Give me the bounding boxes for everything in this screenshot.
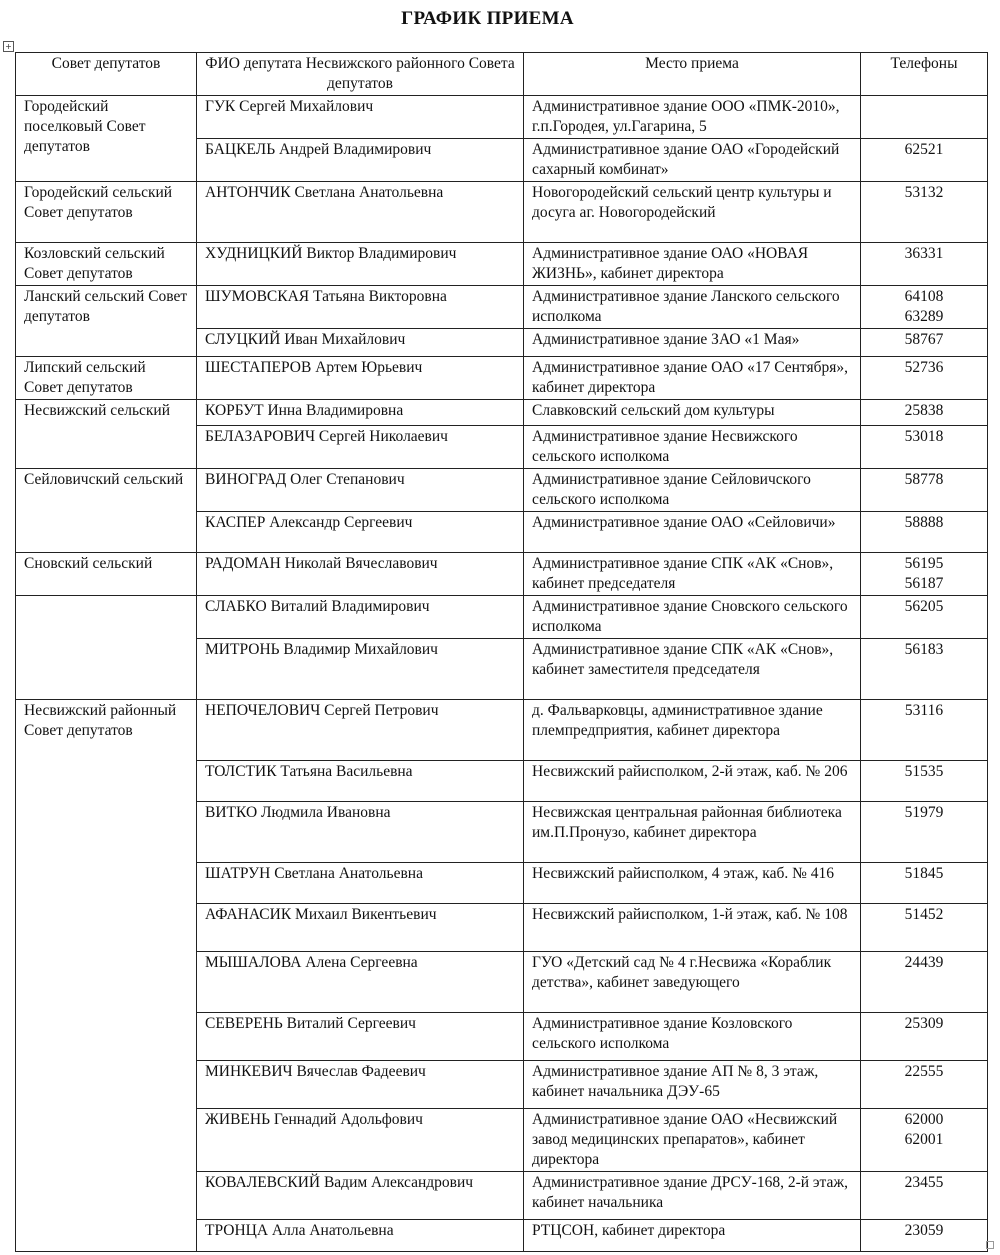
phone-cell [861, 1220, 988, 1252]
phone-cell [861, 357, 988, 400]
deputy-cell: КАСПЕР Александр Сергеевич [197, 512, 524, 553]
place-cell: Несвижский райисполком, 1-й этаж, каб. № 108 [524, 904, 861, 952]
table-row [16, 553, 988, 596]
council-cell: Ланский сельский Совет депутатов [16, 286, 197, 357]
phone-number: 53116 [904, 702, 944, 719]
phone-cell [861, 802, 988, 863]
phone-cell [861, 1109, 988, 1172]
table-row [16, 96, 988, 139]
council-cell: Городейский поселковый Совет депутатов [16, 96, 197, 182]
phone-cell [861, 863, 988, 904]
table-resize-handle-icon[interactable] [986, 1241, 994, 1249]
place-cell: Административное здание Сейловичского сельского исполкома [524, 469, 861, 512]
place-cell: Административное здание Козловского сельского исполкома [524, 1013, 861, 1061]
phone-cell [861, 904, 988, 952]
deputy-cell: НЕПОЧЕЛОВИЧ Сергей Петрович [197, 700, 524, 761]
phone-cell [861, 1013, 988, 1061]
phone-cell [861, 952, 988, 1013]
phone-number: 25309 [904, 1015, 944, 1032]
deputy-cell: РАДОМАН Николай Вячеславович [197, 553, 524, 596]
phone-number: 56205 [904, 598, 944, 615]
phone-number: 62521 [904, 141, 944, 158]
place-cell: Административное здание ЗАО «1 Мая» [524, 329, 861, 357]
header-place: Место приема [524, 53, 861, 96]
phone-cell [861, 700, 988, 761]
place-cell: Административное здание ООО «ПМК-2010», г.п.Городея, ул.Гагарина, 5 [524, 96, 861, 139]
phone-number: 24439 [904, 954, 944, 971]
deputy-cell: МЫШАЛОВА Алена Сергеевна [197, 952, 524, 1013]
phone-number: 22555 [904, 1063, 944, 1080]
phone-number: 56187 [904, 575, 944, 592]
place-cell: д. Фальварковцы, административное здание племпредприятия, кабинет директора [524, 700, 861, 761]
phone-number: 23455 [904, 1174, 944, 1191]
deputy-cell: ТРОНЦА Алла Анатольевна [197, 1220, 524, 1252]
schedule-table [15, 52, 988, 1252]
place-cell: Несвижская центральная районная библиотека им.П.Пронузо, кабинет директора [524, 802, 861, 863]
phone-cell [861, 182, 988, 243]
place-cell: Несвижский райисполком, 4 этаж, каб. № 416 [524, 863, 861, 904]
deputy-cell: ШУМОВСКАЯ Татьяна Викторовна [197, 286, 524, 329]
place-cell: Несвижский райисполком, 2-й этаж, каб. № 206 [524, 761, 861, 802]
phone-cell [861, 596, 988, 639]
deputy-cell: ВИТКО Людмила Ивановна [197, 802, 524, 863]
deputy-cell: СЕВЕРЕНЬ Виталий Сергеевич [197, 1013, 524, 1061]
phone-cell [861, 553, 988, 596]
phone-number: 58767 [904, 331, 944, 348]
table-row [16, 596, 988, 639]
phone-number: 58888 [904, 514, 944, 531]
deputy-cell: ЖИВЕНЬ Геннадий Адольфович [197, 1109, 524, 1172]
place-cell: Новогородейский сельский центр культуры и досуга аг. Новогородейский [524, 182, 861, 243]
council-cell: Сновский сельский [16, 553, 197, 596]
table-row [16, 243, 988, 286]
deputy-cell: ГУК Сергей Михайлович [197, 96, 524, 139]
phone-number: 25838 [904, 402, 944, 419]
phone-number: 51452 [904, 906, 944, 923]
place-cell: Административное здание ОАО «17 Сентября», кабинет директора [524, 357, 861, 400]
council-cell: Несвижский сельский [16, 400, 197, 469]
place-cell: Административное здание ОАО «НОВАЯ ЖИЗНЬ», кабинет директора [524, 243, 861, 286]
deputy-cell: ШАТРУН Светлана Анатольевна [197, 863, 524, 904]
place-cell: Административное здание АП № 8, 3 этаж, кабинет начальника ДЭУ-65 [524, 1061, 861, 1109]
table-row [16, 400, 988, 426]
phone-number: 51535 [904, 763, 944, 780]
phone-number: 36331 [904, 245, 944, 262]
deputy-cell: АФАНАСИК Михаил Викентьевич [197, 904, 524, 952]
table-row [16, 469, 988, 512]
phone-number: 58778 [904, 471, 944, 488]
council-cell: Липский сельский Совет депутатов [16, 357, 197, 400]
council-cell [16, 596, 197, 700]
place-cell: Административное здание Сновского сельского исполкома [524, 596, 861, 639]
phone-number: 53018 [904, 428, 944, 445]
place-cell: Административное здание СПК «АК «Снов», кабинет председателя [524, 553, 861, 596]
header-deputy: ФИО депутата Несвижского районного Совета депутатов [197, 53, 524, 96]
phone-number: 56195 [904, 555, 944, 572]
table-row [16, 700, 988, 761]
place-cell: ГУО «Детский сад № 4 г.Несвижа «Кораблик детства», кабинет заведующего [524, 952, 861, 1013]
place-cell: Административное здание СПК «АК «Снов», кабинет заместителя председателя [524, 639, 861, 700]
deputy-cell: ВИНОГРАД Олег Степанович [197, 469, 524, 512]
deputy-cell: ХУДНИЦКИЙ Виктор Владимирович [197, 243, 524, 286]
deputy-cell: БАЦКЕЛЬ Андрей Владимирович [197, 139, 524, 182]
phone-number: 23059 [904, 1222, 944, 1239]
phone-cell [861, 96, 988, 139]
phone-cell [861, 286, 988, 329]
deputy-cell: КОВАЛЕВСКИЙ Вадим Александрович [197, 1172, 524, 1220]
phone-number: 64108 [904, 288, 944, 305]
page-title: ГРАФИК ПРИЕМА [401, 8, 574, 29]
place-cell: РТЦСОН, кабинет директора [524, 1220, 861, 1252]
phone-cell [861, 400, 988, 426]
table-row [16, 357, 988, 400]
phone-number: 51979 [904, 804, 944, 821]
phone-number: 63289 [904, 308, 944, 325]
deputy-cell: БЕЛАЗАРОВИЧ Сергей Николаевич [197, 426, 524, 469]
phone-number: 51845 [904, 865, 944, 882]
table-move-handle-icon[interactable]: + [3, 41, 14, 52]
table-row [16, 286, 988, 329]
phone-cell [861, 329, 988, 357]
table-row [16, 182, 988, 243]
phone-number: 62001 [904, 1131, 944, 1148]
place-cell: Административное здание Несвижского сельского исполкома [524, 426, 861, 469]
deputy-cell: МИТРОНЬ Владимир Михайлович [197, 639, 524, 700]
phone-cell [861, 1061, 988, 1109]
place-cell: Административное здание ОАО «Несвижский завод медицинских препаратов», кабинет директора [524, 1109, 861, 1172]
deputy-cell: АНТОНЧИК Светлана Анатольевна [197, 182, 524, 243]
deputy-cell: ШЕСТАПЕРОВ Артем Юрьевич [197, 357, 524, 400]
phone-cell [861, 139, 988, 182]
phone-number: 53132 [904, 184, 944, 201]
phone-cell [861, 639, 988, 700]
phone-number: 56183 [904, 641, 944, 658]
phone-cell [861, 469, 988, 512]
phone-cell [861, 426, 988, 469]
council-cell: Козловский сельский Совет депутатов [16, 243, 197, 286]
deputy-cell: КОРБУТ Инна Владимировна [197, 400, 524, 426]
phone-number: 52736 [904, 359, 944, 376]
phone-number: 62000 [904, 1111, 944, 1128]
council-cell: Городейский сельский Совет депутатов [16, 182, 197, 243]
place-cell: Административное здание Ланского сельского исполкома [524, 286, 861, 329]
place-cell: Административное здание ДРСУ-168, 2-й этаж, кабинет начальника [524, 1172, 861, 1220]
deputy-cell: МИНКЕВИЧ Вячеслав Фадеевич [197, 1061, 524, 1109]
deputy-cell: ТОЛСТИК Татьяна Васильевна [197, 761, 524, 802]
council-cell: Несвижский районный Совет депутатов [16, 700, 197, 1252]
phone-cell [861, 1172, 988, 1220]
phone-cell [861, 243, 988, 286]
place-cell: Славковский сельский дом культуры [524, 400, 861, 426]
deputy-cell: СЛАБКО Виталий Владимирович [197, 596, 524, 639]
council-cell: Сейловичский сельский [16, 469, 197, 553]
header-phones: Телефоны [861, 53, 988, 96]
place-cell: Административное здание ОАО «Сейловичи» [524, 512, 861, 553]
table-header-row [16, 53, 988, 96]
header-council: Совет депутатов [16, 53, 197, 96]
phone-cell [861, 761, 988, 802]
deputy-cell: СЛУЦКИЙ Иван Михайлович [197, 329, 524, 357]
place-cell: Административное здание ОАО «Городейский сахарный комбинат» [524, 139, 861, 182]
phone-cell [861, 512, 988, 553]
